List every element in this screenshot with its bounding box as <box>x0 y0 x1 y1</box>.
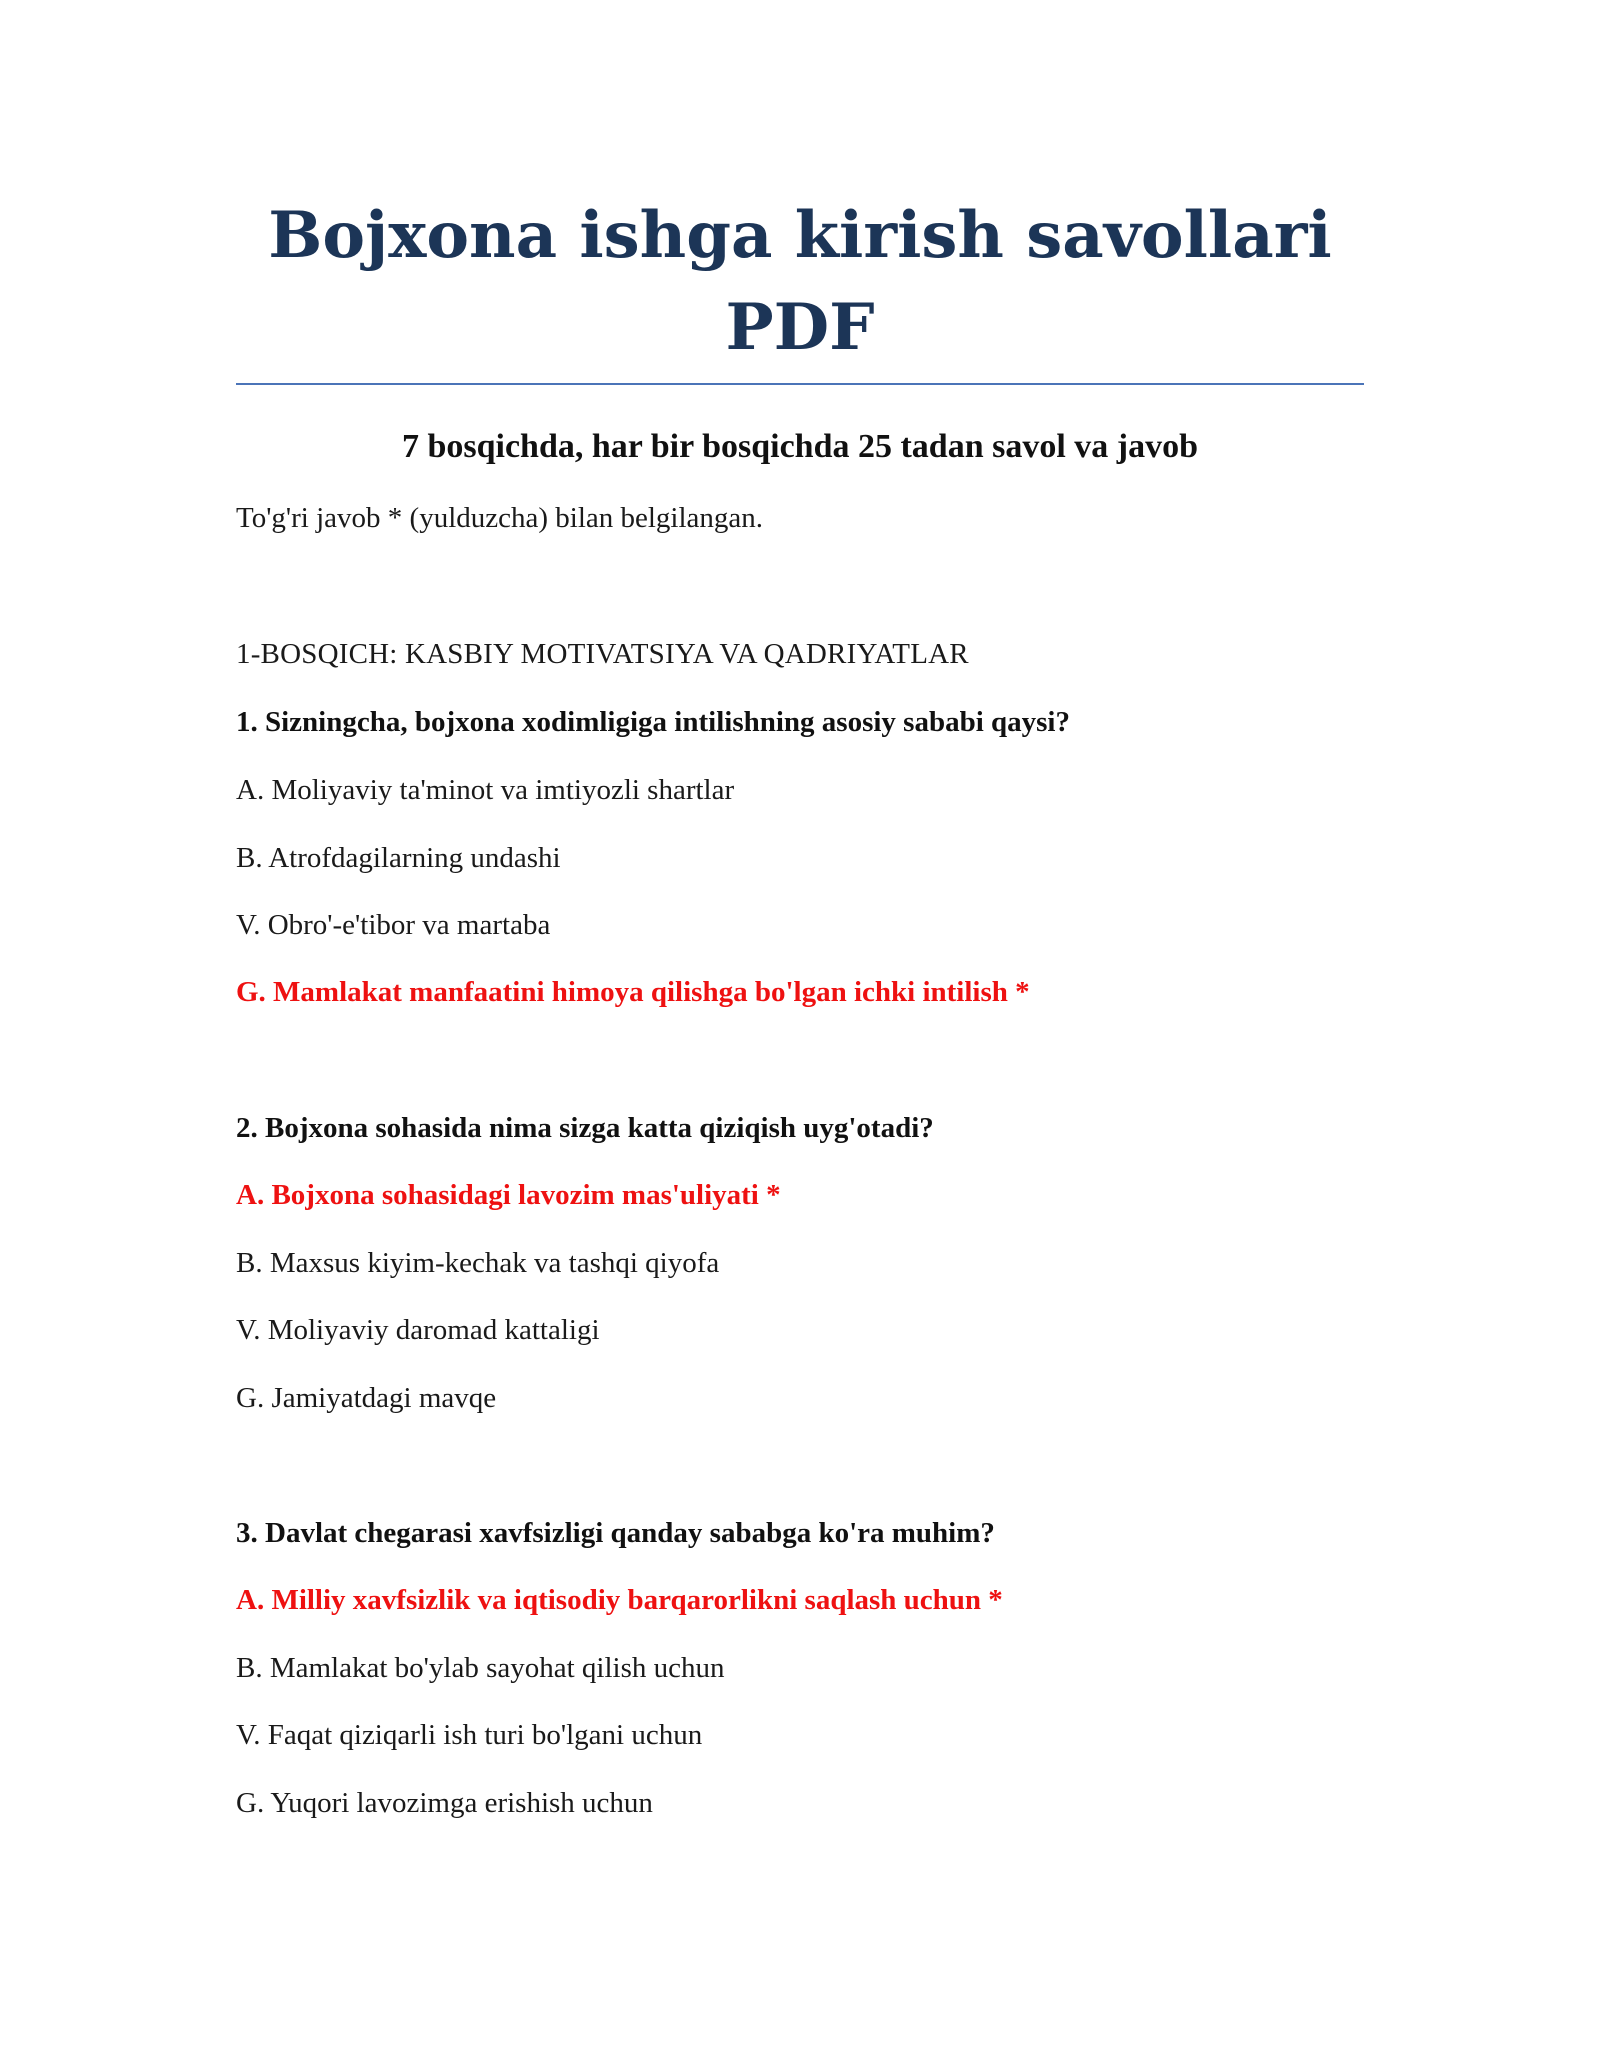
q2-option-g: G. Jamiyatdagi mavqe <box>236 1382 497 1414</box>
q2-option-b: B. Maxsus kiyim-kechak va tashqi qiyofa <box>236 1247 720 1279</box>
q1-option-a: A. Moliyaviy ta'minot va imtiyozli shartlar <box>236 774 735 806</box>
section-heading: 1-BOSQICH: KASBIY MOTIVATSIYA VA QADRIYATLAR <box>236 638 969 670</box>
q2-option-v: V. Moliyaviy daromad kattaligi <box>236 1314 600 1346</box>
q1-option-b: B. Atrofdagilarning undashi <box>236 842 561 874</box>
q1-option-v: V. Obro'-e'tibor va martaba <box>236 909 551 941</box>
q3-option-b: B. Mamlakat bo'ylab sayohat qilish uchun <box>236 1652 725 1684</box>
q2-option-a-correct: A. Bojxona sohasidagi lavozim mas'uliyati * <box>236 1179 781 1211</box>
answer-key-note: To'g'ri javob * (yulduzcha) bilan belgilangan. <box>236 502 764 534</box>
q1-option-g-correct: G. Mamlakat manfaatini himoya qilishga bo'lgan ichki intilish * <box>236 976 1030 1008</box>
q3-option-a-correct: A. Milliy xavfsizlik va iqtisodiy barqarorlikni saqlash uchun * <box>236 1584 1003 1616</box>
title-line-1: Bojxona ishga kirish savollari <box>268 198 1332 273</box>
question-3: 3. Davlat chegarasi xavfsizligi qanday sababga ko'ra muhim? <box>236 1517 995 1549</box>
document-subtitle: 7 bosqichda, har bir bosqichda 25 tadan savol va javob <box>401 428 1199 465</box>
title-line-2: PDF <box>725 290 875 365</box>
document-title <box>236 190 1364 374</box>
question-2: 2. Bojxona sohasida nima sizga katta qiziqish uyg'otadi? <box>236 1112 934 1144</box>
question-1: 1. Sizningcha, bojxona xodimligiga intilishning asosiy sababi qaysi? <box>236 706 1070 738</box>
q3-option-v: V. Faqat qiziqarli ish turi bo'lgani uchun <box>236 1719 703 1751</box>
title-divider <box>236 383 1364 385</box>
q3-option-g: G. Yuqori lavozimga erishish uchun <box>236 1787 653 1819</box>
